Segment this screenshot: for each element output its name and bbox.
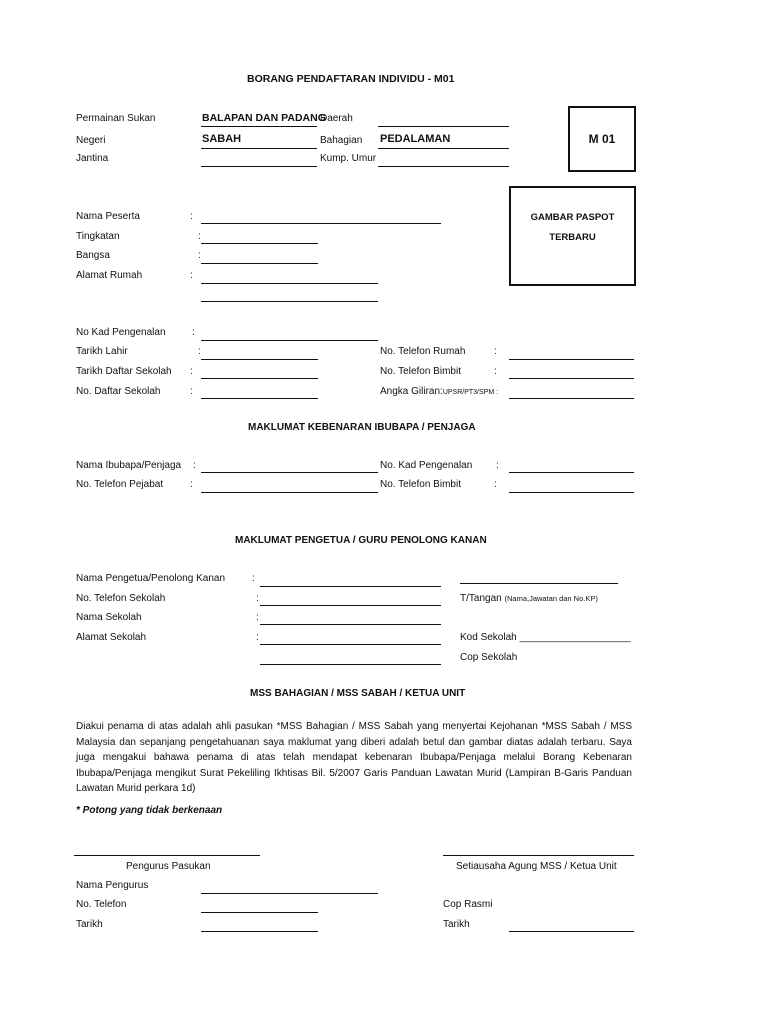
- colon: :: [192, 327, 195, 338]
- ibubapa-heading: MAKLUMAT KEBENARAN IBUBAPA / PENJAGA: [248, 422, 476, 433]
- tel-sekolah-label: No. Telefon Sekolah: [76, 593, 166, 604]
- tel-bimbit-line[interactable]: [509, 378, 634, 379]
- tingkatan-label: Tingkatan: [76, 231, 120, 242]
- footnote: * Potong yang tidak berkenaan: [76, 805, 223, 816]
- setiausaha-sign-line[interactable]: [443, 855, 634, 856]
- colon: :: [256, 632, 259, 643]
- colon: :: [198, 231, 201, 242]
- tel-pejabat-label: No. Telefon Pejabat: [76, 479, 164, 490]
- nama-ibubapa-label: Nama Ibubapa/Penjaga: [76, 460, 182, 471]
- colon: :: [190, 386, 193, 397]
- colon: :: [190, 479, 193, 490]
- colon: :: [494, 366, 497, 377]
- tel-rumah-line[interactable]: [509, 359, 634, 360]
- alamat-line-2[interactable]: [201, 301, 378, 302]
- kod-sekolah-label: Kod Sekolah ____________________: [460, 632, 631, 643]
- nama-sekolah-label: Nama Sekolah: [76, 612, 142, 623]
- negeri-label: Negeri: [76, 135, 106, 146]
- jantina-field-line[interactable]: [201, 166, 317, 167]
- photo-label-line2: TERBARU: [549, 232, 596, 243]
- tel-sekolah-line[interactable]: [260, 605, 441, 606]
- declaration-paragraph: Diakui penama di atas adalah ahli pasukan *MSS Bahagian / MSS Sabah yang menyertai Kejohanan *MSS Sabah / MSS Malaysia dan sepanjang pengetahuanan saya maklumat yang diberi adalah betul dan gambar diatas adalah terbaru. Saya juga mengakui bahawa penama di atas telah mendapat kebenaran Ibubapa/Penjaga melalui Borang Kebenaran Ibubapa/Penjaga mengikut Surat Pekeliling Ikhtisas Bil. 5/2007 Garis Panduan Lawatan Murid (Lampiran B-Garis Panduan Lawatan Murid perkara 1d): [76, 721, 632, 795]
- m01-box: [568, 106, 636, 172]
- cop-sekolah-label: Cop Sekolah: [460, 652, 518, 663]
- nama-pengetua-label: Nama Pengetua/Penolong Kanan: [76, 573, 226, 584]
- photo-label-line1: GAMBAR PASPOT: [530, 212, 615, 223]
- colon: :: [198, 346, 201, 357]
- ibubapa-kad-label: No. Kad Pengenalan: [380, 460, 473, 471]
- permainan-field-line[interactable]: [201, 126, 317, 127]
- negeri-value: SABAH: [202, 133, 242, 145]
- angka-giliran-line[interactable]: [509, 398, 634, 399]
- ibubapa-kad-line[interactable]: [509, 472, 634, 473]
- negeri-field-line[interactable]: [201, 148, 317, 149]
- setiausaha-label: Setiausaha Agung MSS / Ketua Unit: [456, 861, 617, 872]
- jantina-label: Jantina: [76, 153, 109, 164]
- colon: :: [496, 460, 499, 471]
- tarikh-label-2: Tarikh: [443, 919, 470, 930]
- tarikh-line[interactable]: [201, 931, 318, 932]
- ttangan-line[interactable]: [460, 583, 618, 584]
- colon: :: [190, 270, 193, 281]
- colon: :: [494, 479, 497, 490]
- colon: :: [198, 250, 201, 261]
- nama-pengurus-line[interactable]: [201, 893, 378, 894]
- tel-pejabat-line[interactable]: [201, 492, 378, 493]
- no-telefon-line[interactable]: [201, 912, 318, 913]
- bahagian-field-line[interactable]: [378, 148, 509, 149]
- no-telefon-label: No. Telefon: [76, 899, 127, 910]
- tarikh-daftar-line[interactable]: [201, 378, 318, 379]
- tarikh-lahir-label: Tarikh Lahir: [76, 346, 128, 357]
- passport-photo-box[interactable]: [509, 186, 636, 286]
- no-daftar-line[interactable]: [201, 398, 318, 399]
- cop-rasmi-label: Cop Rasmi: [443, 899, 493, 910]
- colon: :: [252, 573, 255, 584]
- tarikh-daftar-label: Tarikh Daftar Sekolah: [76, 366, 172, 377]
- colon: :: [190, 366, 193, 377]
- nama-pengetua-line[interactable]: [260, 586, 441, 587]
- pengetua-heading: MAKLUMAT PENGETUA / GURU PENOLONG KANAN: [235, 535, 487, 546]
- nama-peserta-label: Nama Peserta: [76, 211, 140, 222]
- kump-umur-label: Kump. Umur: [320, 153, 377, 164]
- bahagian-label: Bahagian: [320, 135, 363, 146]
- daerah-field-line[interactable]: [378, 126, 509, 127]
- alamat-line-1[interactable]: [201, 283, 378, 284]
- tel-rumah-label: No. Telefon Rumah: [380, 346, 466, 357]
- alamat-sekolah-label: Alamat Sekolah: [76, 632, 147, 643]
- mss-heading: MSS BAHAGIAN / MSS SABAH / KETUA UNIT: [250, 688, 466, 699]
- m01-text: M 01: [588, 132, 616, 146]
- form-title: BORANG PENDAFTARAN INDIVIDU - M01: [247, 73, 455, 85]
- colon: :: [190, 211, 193, 222]
- tingkatan-line[interactable]: [201, 243, 318, 244]
- angka-giliran-text: Angka Giliran:: [380, 386, 443, 397]
- bahagian-value: PEDALAMAN: [380, 133, 451, 145]
- tel-bimbit-label: No. Telefon Bimbit: [380, 366, 461, 377]
- tarikh-line-2[interactable]: [509, 931, 634, 932]
- alamat-sekolah-line-1[interactable]: [260, 644, 441, 645]
- bangsa-line[interactable]: [201, 263, 318, 264]
- tarikh-label: Tarikh: [76, 919, 103, 930]
- daerah-label: Daerah: [320, 113, 353, 124]
- nama-ibubapa-line[interactable]: [201, 472, 378, 473]
- kad-pengenalan-label: No Kad Pengenalan: [76, 327, 166, 338]
- angka-giliran-label: [380, 386, 498, 397]
- nama-pengurus-label: Nama Pengurus: [76, 880, 149, 891]
- ttangan-small: (Nama,Jawatan dan No.KP): [504, 594, 598, 603]
- colon: :: [193, 460, 196, 471]
- kad-pengenalan-line[interactable]: [201, 340, 378, 341]
- ttangan-label: [460, 593, 598, 604]
- alamat-rumah-label: Alamat Rumah: [76, 270, 143, 281]
- colon: :: [256, 593, 259, 604]
- pengurus-pasukan-label: Pengurus Pasukan: [126, 861, 211, 872]
- angka-giliran-small: UPSR/PT3/SPM :: [442, 389, 499, 396]
- colon: :: [256, 612, 259, 623]
- no-daftar-label: No. Daftar Sekolah: [76, 386, 161, 397]
- nama-peserta-line[interactable]: [201, 223, 441, 224]
- kump-umur-field-line[interactable]: [378, 166, 509, 167]
- permainan-label: Permainan Sukan: [76, 113, 156, 124]
- ibubapa-bimbit-line[interactable]: [509, 492, 634, 493]
- ttangan-text: T/Tangan: [460, 593, 502, 604]
- colon: :: [494, 346, 497, 357]
- pengurus-sign-line[interactable]: [74, 855, 260, 856]
- ibubapa-bimbit-label: No. Telefon Bimbit: [380, 479, 461, 490]
- alamat-sekolah-line-2[interactable]: [260, 664, 441, 665]
- tarikh-lahir-line[interactable]: [201, 359, 318, 360]
- nama-sekolah-line[interactable]: [260, 624, 441, 625]
- permainan-value: BALAPAN DAN PADANG: [202, 112, 326, 124]
- bangsa-label: Bangsa: [76, 250, 110, 261]
